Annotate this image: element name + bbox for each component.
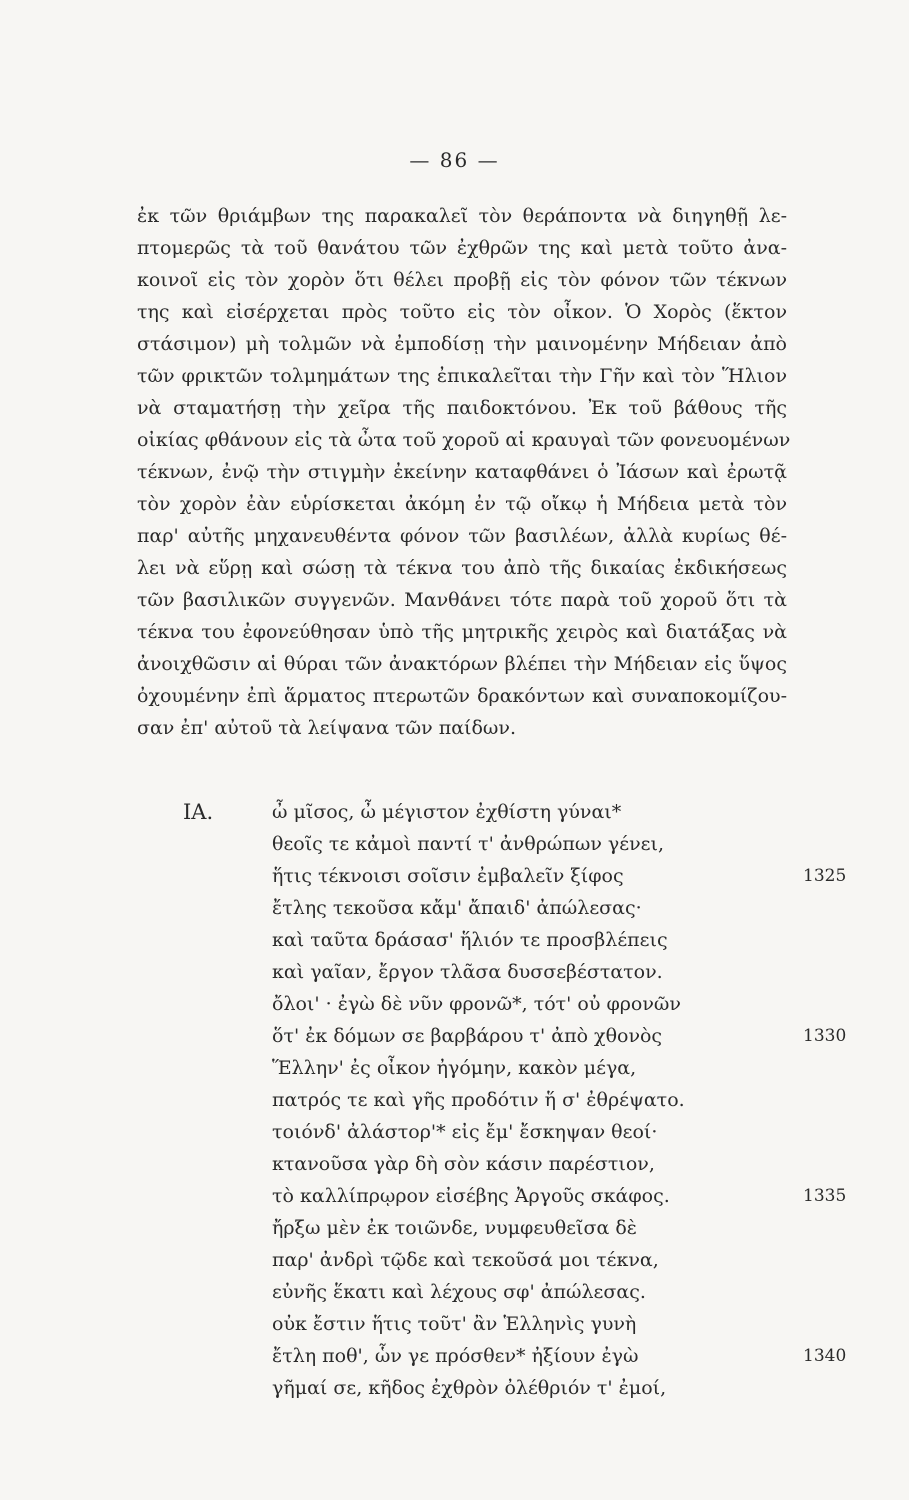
verse-text: ἔτλης τεκοῦσα κἄμ' ἄπαιδ' ἀπώλεσας·: [272, 897, 642, 919]
line-number: 1330: [803, 1026, 847, 1046]
verse-text: ἥτις τέκνοισι σοῖσιν ἐμβαλεῖν ξίφος: [272, 865, 624, 887]
prose-line: ὀχουμένην ἐπὶ ἅρματος πτερωτῶν δρακόντων καὶ συναποκομίζου-: [137, 685, 787, 707]
line-number: 1340: [803, 1346, 847, 1366]
verse-line: [272, 892, 852, 924]
verse-line: [272, 1340, 852, 1372]
verse-text: θεοῖς τε κἀμοὶ παντί τ' ἀνθρώπων γένει,: [272, 833, 665, 855]
verse-line: [272, 828, 852, 860]
verse-line: [272, 860, 852, 892]
verse-line: [272, 1148, 852, 1180]
verse-line: [272, 1244, 852, 1276]
prose-line: τέκνων, ἐνῷ τὴν στιγμὴν ἐκείνην καταφθάνει ὁ Ἰάσων καὶ ἐρωτᾷ: [137, 461, 787, 483]
prose-line: παρ' αὐτῆς μηχανευθέντα φόνον τῶν βασιλέων, ἀλλὰ κυρίως θέ-: [137, 525, 787, 547]
verse-line: [272, 988, 852, 1020]
verse-line: [272, 1116, 852, 1148]
verse-text: κτανοῦσα γὰρ δὴ σὸν κάσιν παρέστιον,: [272, 1153, 655, 1175]
verse-text: τοιόνδ' ἀλάστορ'* εἰς ἔμ' ἔσκηψαν θεοί·: [272, 1121, 658, 1143]
line-number: 1335: [803, 1186, 847, 1206]
speaker-label: ΙΑ.: [183, 800, 214, 824]
verse-line: [272, 1052, 852, 1084]
verse-line: [272, 1276, 852, 1308]
verse-text: παρ' ἀνδρὶ τῷδε καὶ τεκοῦσά μοι τέκνα,: [272, 1249, 659, 1271]
verse-line: [272, 924, 852, 956]
verse-line: [272, 1084, 852, 1116]
verse-block: [272, 796, 852, 1404]
verse-text: ἤρξω μὲν ἐκ τοιῶνδε, νυμφευθεῖσα δὲ: [272, 1217, 637, 1239]
verse-text: πατρός τε καὶ γῆς προδότιν ἥ σ' ἐθρέψατο.: [272, 1089, 685, 1111]
prose-line: νὰ σταματήσῃ τὴν χεῖρα τῆς παιδοκτόνου. Ἐκ τοῦ βάθους τῆς: [137, 397, 787, 419]
verse-text: καὶ γαῖαν, ἔργον τλᾶσα δυσσεβέστατον.: [272, 961, 663, 983]
prose-line: ἐκ τῶν θριάμβων της παρακαλεῖ τὸν θεράποντα νὰ διηγηθῇ λε-: [137, 205, 787, 227]
verse-text: ὅτ' ἐκ δόμων σε βαρβάρου τ' ἀπὸ χθονὸς: [272, 1025, 663, 1047]
verse-text: Ἕλλην' ἐς οἶκον ἠγόμην, κακὸν μέγα,: [272, 1057, 637, 1079]
verse-line: [272, 1308, 852, 1340]
prose-line: σαν ἐπ' αὐτοῦ τὰ λείψανα τῶν παίδων.: [137, 717, 517, 739]
verse-text: ἔτλη ποθ', ὧν γε πρόσθεν* ἠξίουν ἐγὼ: [272, 1345, 639, 1367]
verse-line: [272, 1372, 852, 1404]
line-number: 1325: [803, 866, 847, 886]
prose-line: στάσιμον) μὴ τολμῶν νὰ ἐμποδίσῃ τὴν μαινομένην Μήδειαν ἀπὸ: [137, 333, 787, 355]
page-number: — 86 —: [409, 148, 500, 172]
verse-text: ὦ μῖσος, ὦ μέγιστον ἐχθίστη γύναι*: [272, 801, 622, 823]
verse-line: [272, 1020, 852, 1052]
verse-line: [272, 1212, 852, 1244]
verse-line: [272, 956, 852, 988]
prose-line: ἀνοιχθῶσιν αἱ θύραι τῶν ἀνακτόρων βλέπει τὴν Μήδειαν εἰς ὕψος: [137, 653, 787, 675]
prose-line: τέκνα του ἐφονεύθησαν ὑπὸ τῆς μητρικῆς χειρὸς καὶ διατάξας νὰ: [137, 621, 787, 643]
prose-line: οἰκίας φθάνουν εἰς τὰ ὦτα τοῦ χοροῦ αἱ κραυγαὶ τῶν φονευομένων: [137, 429, 791, 451]
verse-text: ὄλοι' · ἐγὼ δὲ νῦν φρονῶ*, τότ' οὐ φρονῶν: [272, 993, 681, 1015]
prose-paragraph: [137, 200, 791, 744]
verse-text: γῆμαί σε, κῆδος ἐχθρὸν ὀλέθριόν τ' ἐμοί,: [272, 1377, 667, 1399]
verse-text: εὐνῆς ἕκατι καὶ λέχους σφ' ἀπώλεσας.: [272, 1281, 646, 1303]
verse-text: καὶ ταῦτα δράσασ' ἥλιόν τε προσβλέπεις: [272, 929, 668, 951]
prose-line: κοινοῖ εἰς τὸν χορὸν ὅτι θέλει προβῇ εἰς τὸν φόνον τῶν τέκνων: [137, 269, 787, 291]
prose-line: τῶν φρικτῶν τολμημάτων της ἐπικαλεῖται τὴν Γῆν καὶ τὸν Ἥλιον: [137, 365, 787, 387]
verse-line: [272, 796, 852, 828]
prose-line: πτομερῶς τὰ τοῦ θανάτου τῶν ἐχθρῶν της καὶ μετὰ τοῦτο ἀνα-: [137, 237, 787, 259]
prose-line: της καὶ εἰσέρχεται πρὸς τοῦτο εἰς τὸν οἶκον. Ὁ Χορὸς (ἕκτον: [137, 301, 787, 323]
prose-line: τὸν χορὸν ἐὰν εὑρίσκεται ἀκόμη ἐν τῷ οἴκῳ ἡ Μήδεια μετὰ τὸν: [137, 493, 787, 515]
verse-text: οὐκ ἔστιν ἥτις τοῦτ' ἂν Ἑλληνὶς γυνὴ: [272, 1313, 637, 1335]
prose-line: τῶν βασιλικῶν συγγενῶν. Μανθάνει τότε παρὰ τοῦ χοροῦ ὅτι τὰ: [137, 589, 787, 611]
verse-line: [272, 1180, 852, 1212]
prose-line: λει νὰ εὕρῃ καὶ σώσῃ τὰ τέκνα του ἀπὸ τῆς δικαίας ἐκδικήσεως: [137, 557, 787, 579]
verse-text: τὸ καλλίπρῳρον εἰσέβης Ἀργοῦς σκάφος.: [272, 1185, 670, 1207]
